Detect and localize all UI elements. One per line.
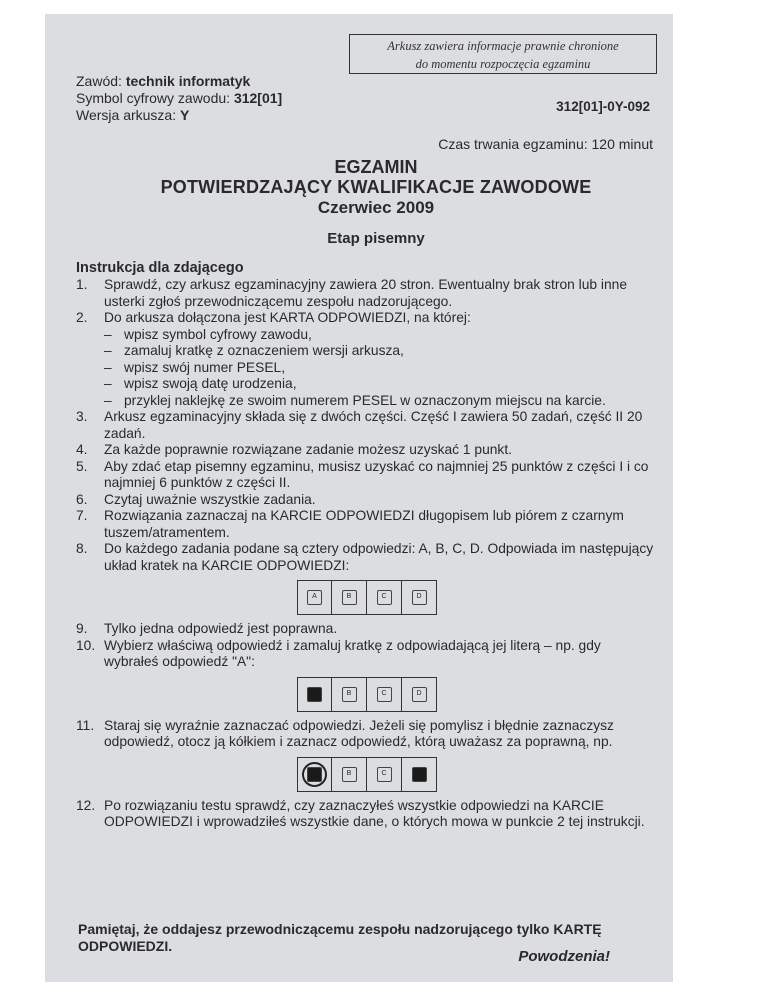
dash: – (104, 359, 112, 375)
instructions-list (76, 277, 658, 831)
answer-cell-d: D (412, 590, 427, 605)
good-luck: Powodzenia! (518, 948, 610, 965)
subitem (104, 376, 658, 393)
dash: – (104, 326, 112, 342)
profession-label: Zawód: (76, 73, 122, 89)
answer-cell-b: B (342, 590, 357, 605)
answer-box-b (332, 757, 367, 792)
title-stage: Etap pisemny (327, 230, 425, 247)
item-number: 6. (76, 491, 88, 507)
list-item (76, 310, 658, 409)
symbol-value: 312[01] (233, 90, 283, 106)
version-value: Y (180, 107, 190, 123)
answer-grid-example-empty (76, 580, 658, 615)
notice-line-2: do momentu rozpoczęcia egzaminu (415, 57, 591, 71)
subitem-text: zamaluj kratkę z oznaczeniem wersji arkusza, (124, 343, 404, 358)
answer-cell-d-filled: D (412, 767, 427, 782)
item-number: 4. (76, 442, 88, 457)
item-number: 3. (76, 409, 88, 424)
answer-cell-b: B (342, 687, 357, 702)
dash: – (104, 392, 112, 408)
title-exam: EGZAMIN (334, 157, 418, 177)
item-text: Za każde poprawnie rozwiązane zadanie możesz uzyskać 1 punkt. (104, 442, 512, 457)
exam-duration: Czas trwania egzaminu: 120 minut (438, 136, 653, 152)
answer-cell-c: C (377, 687, 392, 702)
title-date: Czerwiec 2009 (317, 198, 435, 217)
subitem (104, 393, 658, 410)
profession-value: technik informatyk (125, 73, 251, 89)
item-number: 5. (76, 458, 88, 474)
answer-box-a (297, 677, 332, 712)
answer-box-a (297, 757, 332, 792)
list-item (76, 718, 658, 751)
subitem-text: wpisz swoją datę urodzenia, (124, 376, 297, 391)
sheet-code: 312[01]-0Y-092 (556, 99, 650, 114)
answer-box-c (367, 677, 402, 712)
item-number: 11. (76, 717, 95, 733)
title-qualification: POTWIERDZAJĄCY KWALIFIKACJE ZAWODOWE (160, 177, 592, 197)
item-text: Arkusz egzaminacyjny składa się z dwóch części. Część I zawiera 50 zadań, część II 20 zadań. (104, 409, 643, 441)
dash: – (104, 343, 112, 358)
item-text: Tylko jedna odpowiedź jest poprawna. (104, 621, 338, 636)
correction-circle (302, 762, 327, 787)
dash: – (104, 376, 112, 391)
answer-box-b (332, 580, 367, 615)
subitem-text: przyklej naklejkę ze swoim numerem PESEL w oznaczonym miejscu na karcie. (124, 392, 606, 408)
version-label: Wersja arkusza: (76, 107, 177, 123)
answer-box-c (367, 757, 402, 792)
list-item (76, 798, 658, 831)
answer-grid-example-corrected (76, 757, 658, 792)
answer-box-b (332, 677, 367, 712)
item-number: 7. (76, 508, 88, 523)
notice-line-1: Arkusz zawiera informacje prawnie chronione (387, 39, 619, 53)
item-text: Wybierz właściwą odpowiedź i zamaluj kratkę z odpowiadającą jej literą – np. gdy wybrałeś odpowiedź "A": (104, 637, 601, 669)
answer-box-c (367, 580, 402, 615)
answer-cell-a: A (307, 590, 322, 605)
footer-reminder: Pamiętaj, że oddajesz przewodniczącemu zespołu nadzorującego tylko KARTĘ ODPOWIEDZI. (78, 921, 602, 954)
subitem (104, 327, 658, 344)
subitem (104, 360, 658, 377)
item-text: Rozwiązania zaznaczaj na KARCIE ODPOWIEDZI długopisem lub piórem z czarnym tuszem/atramentem. (104, 508, 624, 540)
list-item (76, 638, 658, 671)
list-item (76, 541, 658, 574)
subitem (104, 343, 658, 360)
answer-cell-a-filled: A (307, 767, 322, 782)
answer-cell-c: C (377, 767, 392, 782)
item-text: Staraj się wyraźnie zaznaczać odpowiedzi. Jeżeli się pomylisz i błędnie zaznaczysz odpowiedź, otocz ją kółkiem i zaznacz odpowiedź, którą uważasz za poprawną, np. (104, 717, 614, 749)
confidential-notice (349, 34, 657, 74)
item-text: Czytaj uważnie wszystkie zadania. (104, 491, 316, 507)
item-text: Aby zdać etap pisemny egzaminu, musisz uzyskać co najmniej 25 punktów z części I i co najmniej 6 punktów z części II. (104, 458, 649, 490)
answer-cell-c: C (377, 590, 392, 605)
list-item (76, 508, 658, 541)
item-text: Do każdego zadania podane są cztery odpowiedzi: A, B, C, D. Odpowiada im następujący układ kratek na KARCIE ODPOWIEDZI: (104, 541, 654, 573)
item-number: 2. (76, 310, 88, 325)
answer-box-d (402, 580, 437, 615)
symbol-label: Symbol cyfrowy zawodu: (76, 90, 231, 106)
exam-meta (76, 73, 282, 124)
subitem-text: wpisz symbol cyfrowy zawodu, (124, 326, 312, 342)
item-text: Po rozwiązaniu testu sprawdź, czy zaznaczyłeś wszystkie odpowiedzi na KARCIE ODPOWIEDZI i wprowadziłeś wszystkie dane, o których mowa w punkcie 2 tej instrukcji. (104, 797, 645, 829)
item-number: 9. (76, 621, 88, 636)
item-text: Do arkusza dołączona jest KARTA ODPOWIEDZI, na której: (104, 310, 471, 325)
item-text: Sprawdź, czy arkusz egzaminacyjny zawiera 20 stron. Ewentualny brak stron lub inne usterki zgłoś przewodniczącemu zespołu nadzorującego. (104, 277, 627, 309)
answer-cell-b: B (342, 767, 357, 782)
answer-box-d (402, 757, 437, 792)
answer-box-d (402, 677, 437, 712)
list-item (76, 277, 658, 310)
list-item (76, 621, 658, 638)
exam-titles (76, 157, 676, 249)
answer-box-a (297, 580, 332, 615)
subitem-text: wpisz swój numer PESEL, (124, 359, 286, 375)
list-item (76, 492, 658, 509)
answer-grid-example-a-marked (76, 677, 658, 712)
item-number: 10. (76, 637, 96, 653)
answer-cell-a-filled: A (307, 687, 322, 702)
list-item (76, 409, 658, 442)
answer-cell-d: D (412, 687, 427, 702)
item-number: 12. (76, 797, 96, 813)
item-number: 8. (76, 541, 88, 556)
list-item (76, 442, 658, 459)
instructions-heading: Instrukcja dla zdającego (76, 260, 244, 276)
list-item (76, 459, 658, 492)
item-number: 1. (76, 277, 88, 292)
